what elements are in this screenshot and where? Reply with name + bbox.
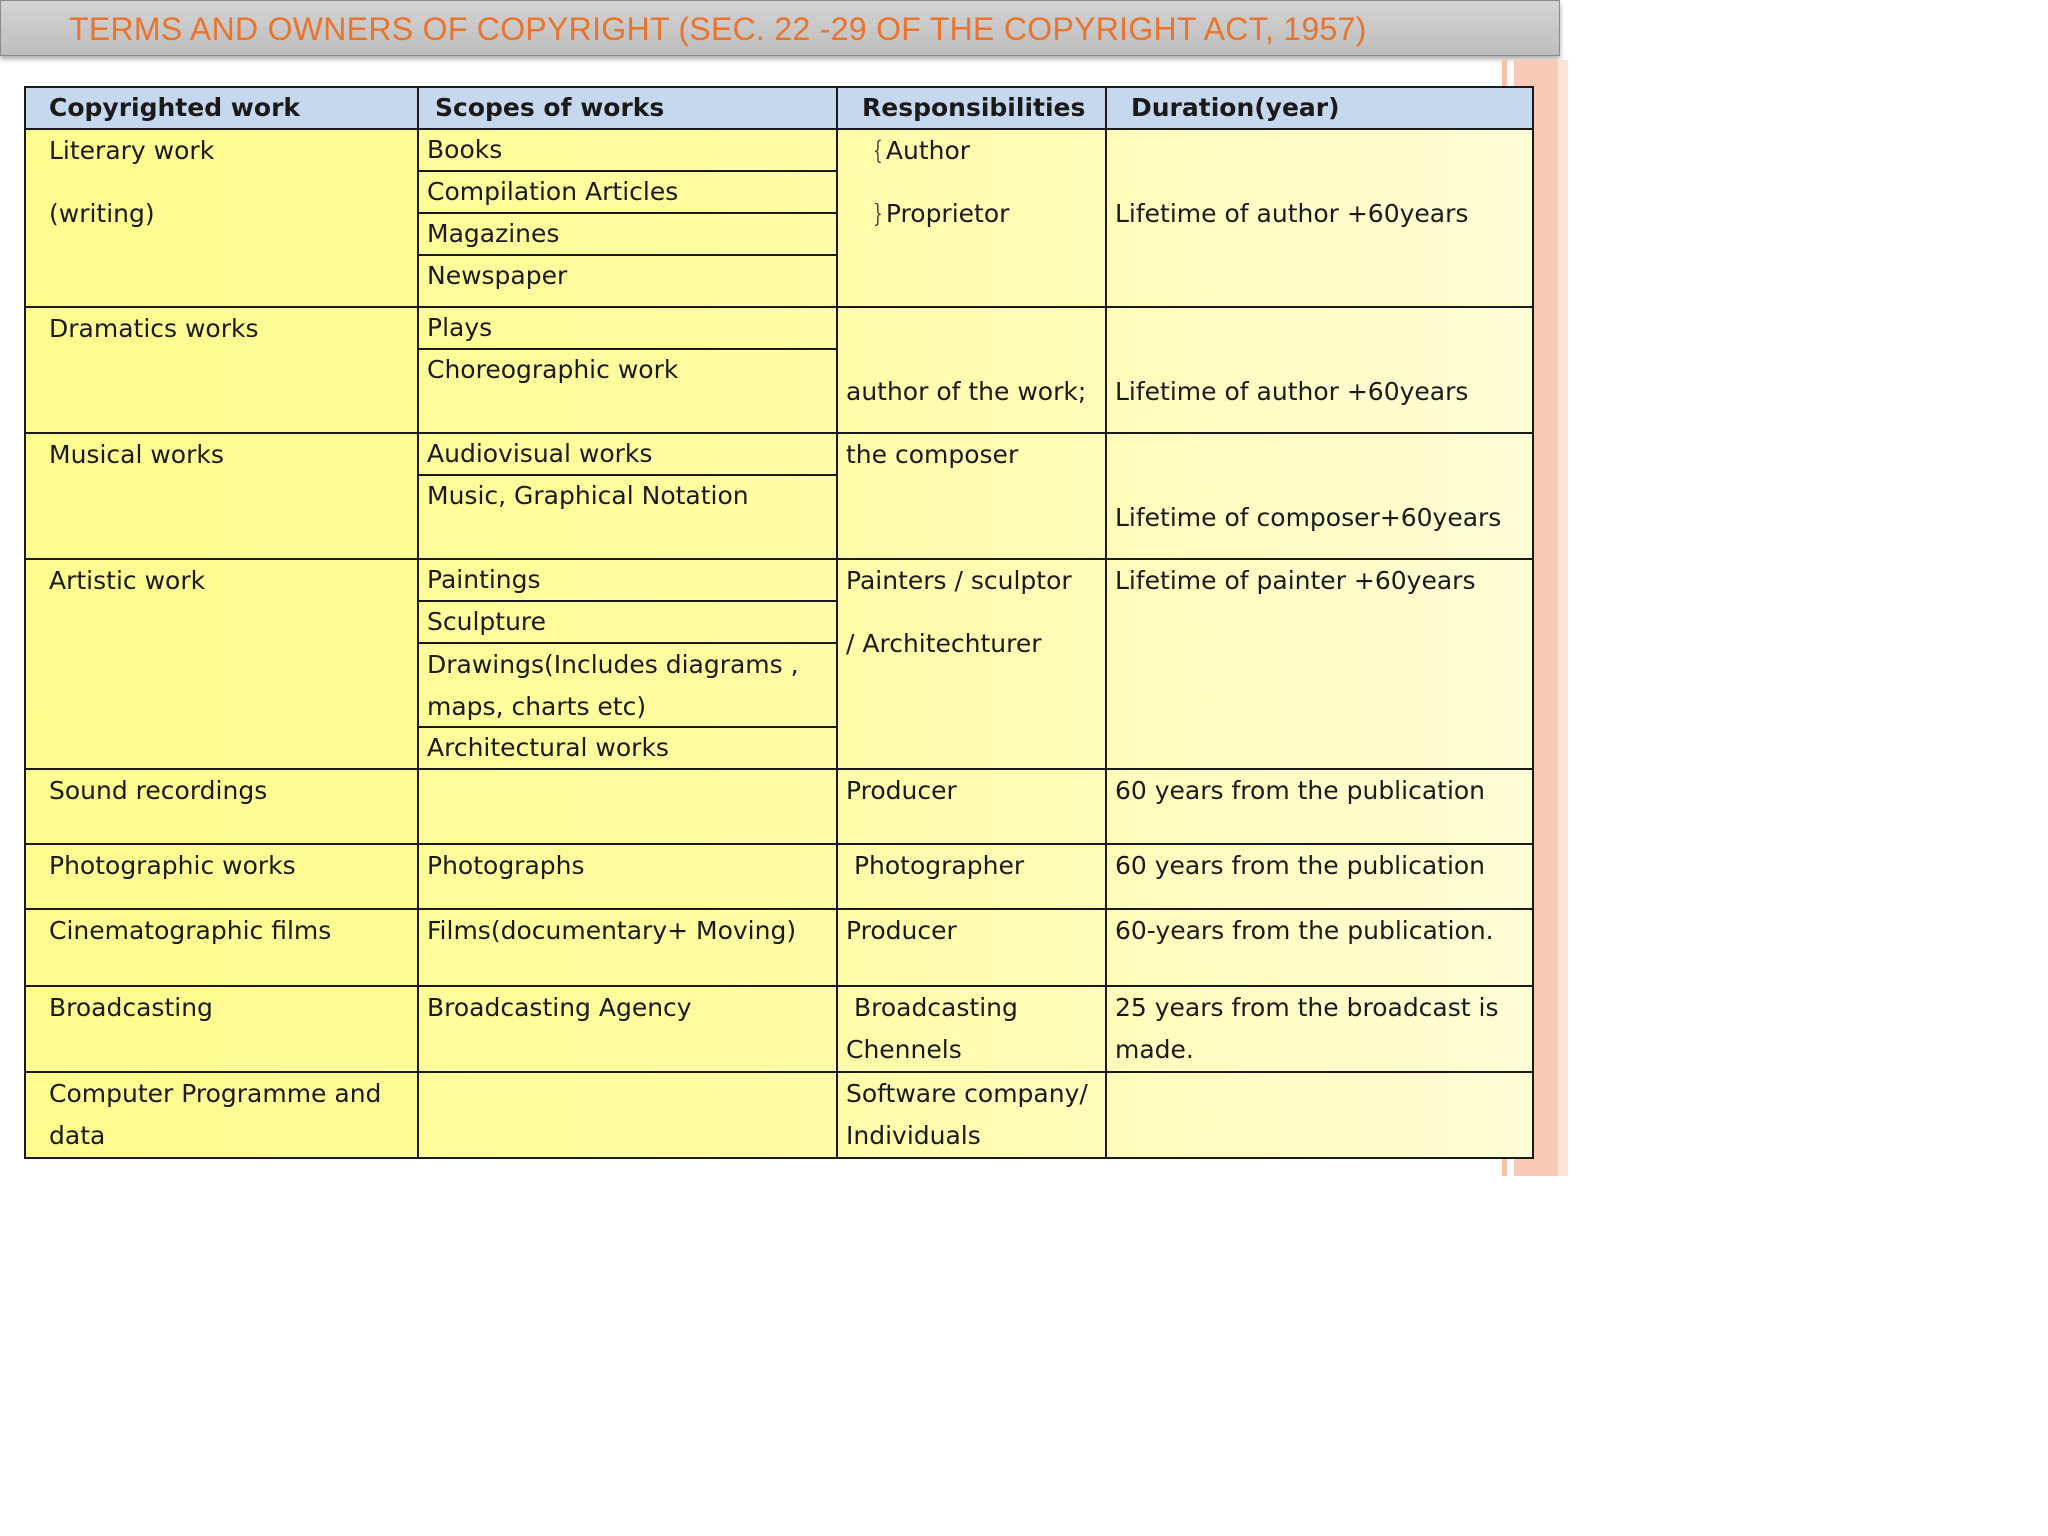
duration-cell (1106, 559, 1533, 769)
work-cell (25, 307, 418, 433)
duration-text: Lifetime of author +60years (1115, 199, 1469, 228)
responsibility-item: Producer (846, 916, 957, 945)
table-row (25, 129, 1533, 307)
scope-item: Choreographic work (419, 348, 836, 390)
work-name: data (49, 1121, 106, 1150)
responsibility-item: the composer (846, 440, 1019, 469)
duration-text: Lifetime of painter +60years (1115, 566, 1476, 595)
scope-item: Newspaper (419, 254, 836, 296)
work-cell (25, 1072, 418, 1158)
duration-text: Lifetime of author +60years (1115, 377, 1469, 406)
responsibility-item: Photographer (846, 851, 1025, 880)
responsibilities-cell (837, 433, 1106, 559)
scope-item: Broadcasting Agency (427, 993, 692, 1022)
duration-text: 25 years from the broadcast is (1115, 993, 1499, 1022)
scope-item: Audiovisual works (427, 439, 653, 468)
duration-cell (1106, 433, 1533, 559)
responsibilities-cell (837, 559, 1106, 769)
scope-item: Plays (427, 313, 493, 342)
scope-item-line: maps, charts etc) (427, 692, 647, 721)
brace-icon: { (873, 136, 883, 165)
brace-icon: } (873, 199, 883, 228)
table-row (25, 769, 1533, 844)
scope-item-line: Drawings(Includes diagrams , (427, 650, 799, 679)
table-row (25, 433, 1533, 559)
responsibility-item: Proprietor (885, 199, 1010, 228)
scopes-cell (418, 1072, 837, 1158)
responsibilities-cell (837, 129, 1106, 307)
table-header-row (25, 87, 1533, 129)
responsibilities-cell (837, 986, 1106, 1072)
scopes-cell (418, 844, 837, 909)
work-name: Sound recordings (49, 776, 268, 805)
duration-cell (1106, 769, 1533, 844)
header-copyrighted-work: Copyrighted work (25, 87, 418, 129)
table-row (25, 844, 1533, 909)
work-name: Broadcasting (49, 993, 213, 1022)
scope-item: Magazines (419, 212, 836, 254)
responsibility-item: Author (885, 136, 971, 165)
responsibilities-cell (837, 844, 1106, 909)
work-cell (25, 769, 418, 844)
scope-item: Sculpture (419, 600, 836, 642)
duration-text: Lifetime of composer+60years (1115, 503, 1502, 532)
duration-cell (1106, 307, 1533, 433)
work-cell (25, 129, 418, 307)
header-duration: Duration(year) (1106, 87, 1533, 129)
table-row (25, 559, 1533, 769)
responsibility-item: Painters / sculptor (846, 566, 1072, 595)
work-name: Cinematographic films (49, 916, 332, 945)
responsibility-item: / Architechturer (846, 629, 1042, 658)
work-name: Artistic work (49, 566, 206, 595)
duration-cell (1106, 1072, 1533, 1158)
duration-cell (1106, 909, 1533, 986)
work-cell (25, 844, 418, 909)
scope-item (419, 642, 836, 726)
scopes-cell (418, 433, 837, 559)
scope-item: Music, Graphical Notation (419, 474, 836, 516)
duration-text: 60 years from the publication (1115, 776, 1486, 805)
responsibility-item: Chennels (846, 1035, 962, 1064)
table-row (25, 1072, 1533, 1158)
duration-text: made. (1115, 1035, 1194, 1064)
responsibilities-cell (837, 769, 1106, 844)
work-name: (writing) (49, 199, 155, 228)
duration-cell (1106, 129, 1533, 307)
work-name: Literary work (49, 136, 215, 165)
copyright-table (24, 86, 1532, 1159)
scopes-cell (418, 909, 837, 986)
table-row (25, 307, 1533, 433)
work-cell (25, 433, 418, 559)
duration-text: 60 years from the publication (1115, 851, 1486, 880)
work-name: Musical works (49, 440, 224, 469)
slide-title: TERMS AND OWNERS OF COPYRIGHT (SEC. 22 -29 OF THE COPYRIGHT ACT, 1957) (69, 11, 1367, 47)
header-responsibilities: Responsibilities (837, 87, 1106, 129)
responsibilities-cell (837, 1072, 1106, 1158)
table-row (25, 986, 1533, 1072)
work-cell (25, 909, 418, 986)
scope-item: Compilation Articles (419, 170, 836, 212)
table-row (25, 909, 1533, 986)
work-name: Dramatics works (49, 314, 259, 343)
responsibilities-cell (837, 307, 1106, 433)
responsibility-item: Broadcasting (846, 993, 1018, 1022)
scope-item: Films(documentary+ Moving) (427, 916, 797, 945)
scope-item: Paintings (427, 565, 541, 594)
scopes-cell (418, 769, 837, 844)
scopes-cell (418, 307, 837, 433)
responsibility-item: Individuals (846, 1121, 981, 1150)
decorative-stripe (1558, 60, 1568, 1176)
work-name: Computer Programme and (49, 1079, 382, 1108)
duration-text: 60-years from the publication. (1115, 916, 1494, 945)
scope-item: Books (427, 135, 503, 164)
slide-title-bar (0, 0, 1560, 56)
scopes-cell (418, 129, 837, 307)
scope-item: Photographs (427, 851, 585, 880)
scopes-cell (418, 559, 837, 769)
scopes-cell (418, 986, 837, 1072)
responsibility-item: Producer (846, 776, 957, 805)
responsibility-item: author of the work; (846, 377, 1087, 406)
header-scopes-of-works: Scopes of works (418, 87, 837, 129)
work-cell (25, 986, 418, 1072)
work-cell (25, 559, 418, 769)
duration-cell (1106, 844, 1533, 909)
work-name: Photographic works (49, 851, 296, 880)
responsibilities-cell (837, 909, 1106, 986)
responsibility-item: Software company/ (846, 1079, 1088, 1108)
scope-item: Architectural works (419, 726, 836, 768)
duration-cell (1106, 986, 1533, 1072)
